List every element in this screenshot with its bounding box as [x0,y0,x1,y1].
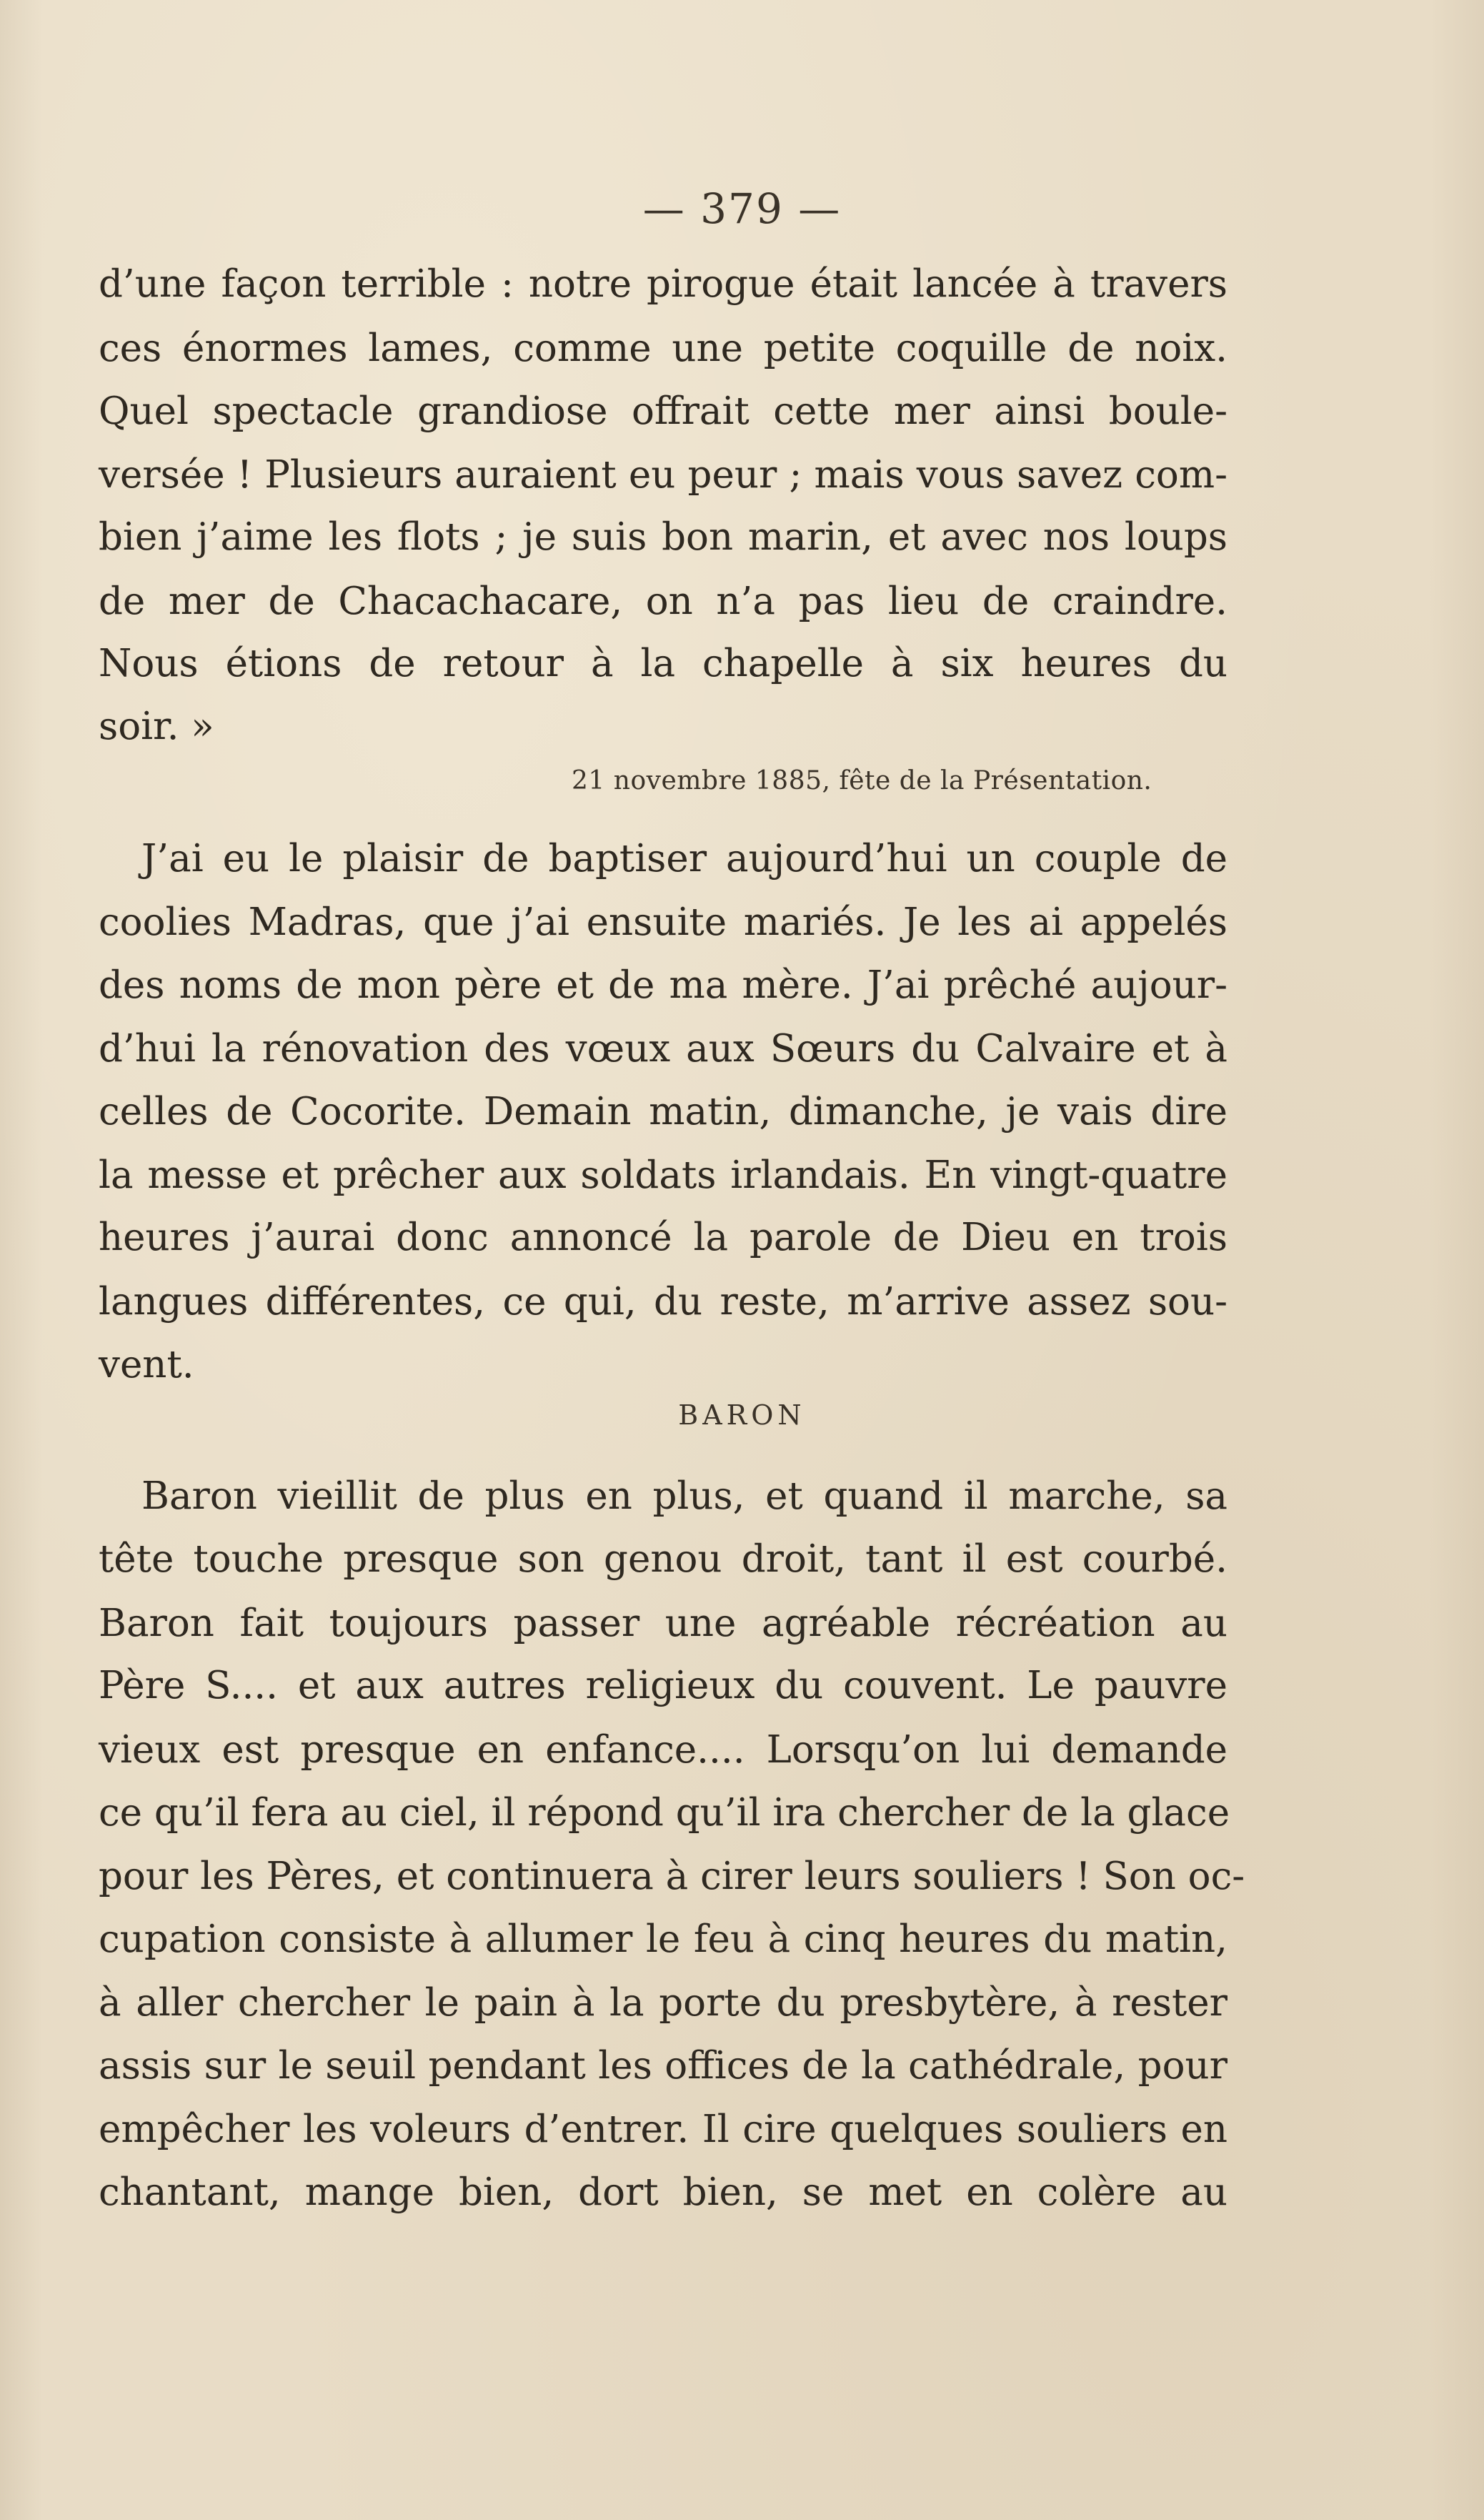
text-line: de mer de Chacachacare, on n’a pas lieu de craindre. [99,580,1227,623]
text-line: celles de Cocorite. Demain matin, dimanche, je vais dire [99,1090,1227,1133]
text-line: cupation consiste à allumer le feu à cinq heures du matin, [99,1918,1227,1961]
text-line: à aller chercher le pain à la porte du presbytère, à rester [99,1981,1227,2025]
text-line: vieux est presque en enfance.... Lorsqu’on lui demande [99,1728,1227,1772]
text-line: ce qu’il fera au ciel, il répond qu’il ira chercher de la glace [99,1791,1230,1835]
text-line: d’hui la rénovation des vœux aux Sœurs du Calvaire et à [99,1027,1227,1071]
text-line: coolies Madras, que j’ai ensuite mariés. Je les ai appelés [99,901,1227,944]
text-line: des noms de mon père et de ma mère. J’ai prêché aujour- [99,963,1227,1007]
text-line: heures j’aurai donc annoncé la parole de Dieu en trois [99,1216,1227,1259]
text-line: bien j’aime les flots ; je suis bon marin, et avec nos loups [99,515,1227,559]
text-line: langues différentes, ce qui, du reste, m’arrive assez sou- [99,1280,1227,1324]
text-line: tête touche presque son genou droit, tant il est courbé. [99,1537,1227,1581]
text-line: J’ai eu le plaisir de baptiser aujourd’hui un couple de [141,837,1227,880]
text-line: pour les Pères, et continuera à cirer leurs souliers ! Son oc- [99,1855,1245,1898]
text-line: Père S.... et aux autres religieux du couvent. Le pauvre [99,1664,1227,1707]
text-line: la messe et prêcher aux soldats irlandais. En vingt-quatre [99,1154,1227,1197]
text-line: ces énormes lames, comme une petite coquille de noix. [99,327,1227,370]
text-line: empêcher les voleurs d’entrer. Il cire quelques souliers en [99,2108,1227,2151]
text-line: Baron fait toujours passer une agréable récréation au [99,1602,1227,1645]
text-line: assis sur le seuil pendant les offices de la cathédrale, pour [99,2044,1227,2088]
dateline: 21 novembre 1885, fête de la Présentation. [572,766,1152,795]
text-line: Baron vieillit de plus en plus, et quand il marche, sa [141,1474,1227,1518]
text-line: vent. [99,1343,194,1387]
text-line: versée ! Plusieurs auraient eu peur ; mais vous savez com- [99,453,1227,497]
text-line: Nous étions de retour à la chapelle à six heures du [99,642,1227,685]
text-line: soir. » [99,705,214,748]
page-number: — 379 — [642,184,842,233]
text-line: Quel spectacle grandiose offrait cette mer ainsi boule- [99,390,1227,433]
text-line: d’une façon terrible : notre pirogue était lancée à travers [99,262,1227,306]
text-line: chantant, mange bien, dort bien, se met en colère au [99,2171,1227,2214]
section-heading: BARON [678,1399,806,1431]
